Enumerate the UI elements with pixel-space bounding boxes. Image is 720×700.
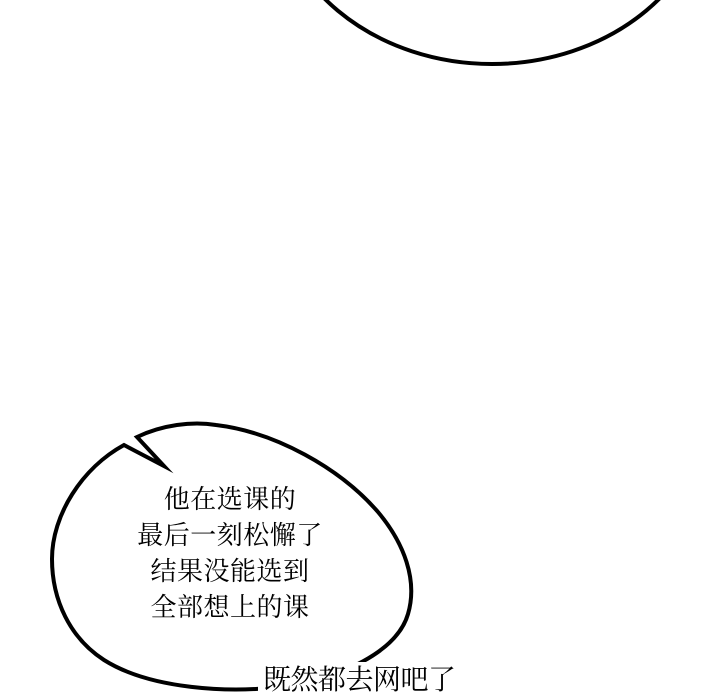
speech-line: 全部想上的课	[150, 593, 310, 623]
speech-bubble-text	[95, 482, 365, 626]
speech-line: 他在选课的	[163, 485, 297, 515]
caption-text: 既然都去网吧了	[258, 662, 461, 698]
speech-line: 结果没能选到	[150, 557, 310, 587]
top-speech-bubble-outline	[274, 0, 710, 64]
speech-line: 最后一刻松懈了	[137, 521, 323, 551]
